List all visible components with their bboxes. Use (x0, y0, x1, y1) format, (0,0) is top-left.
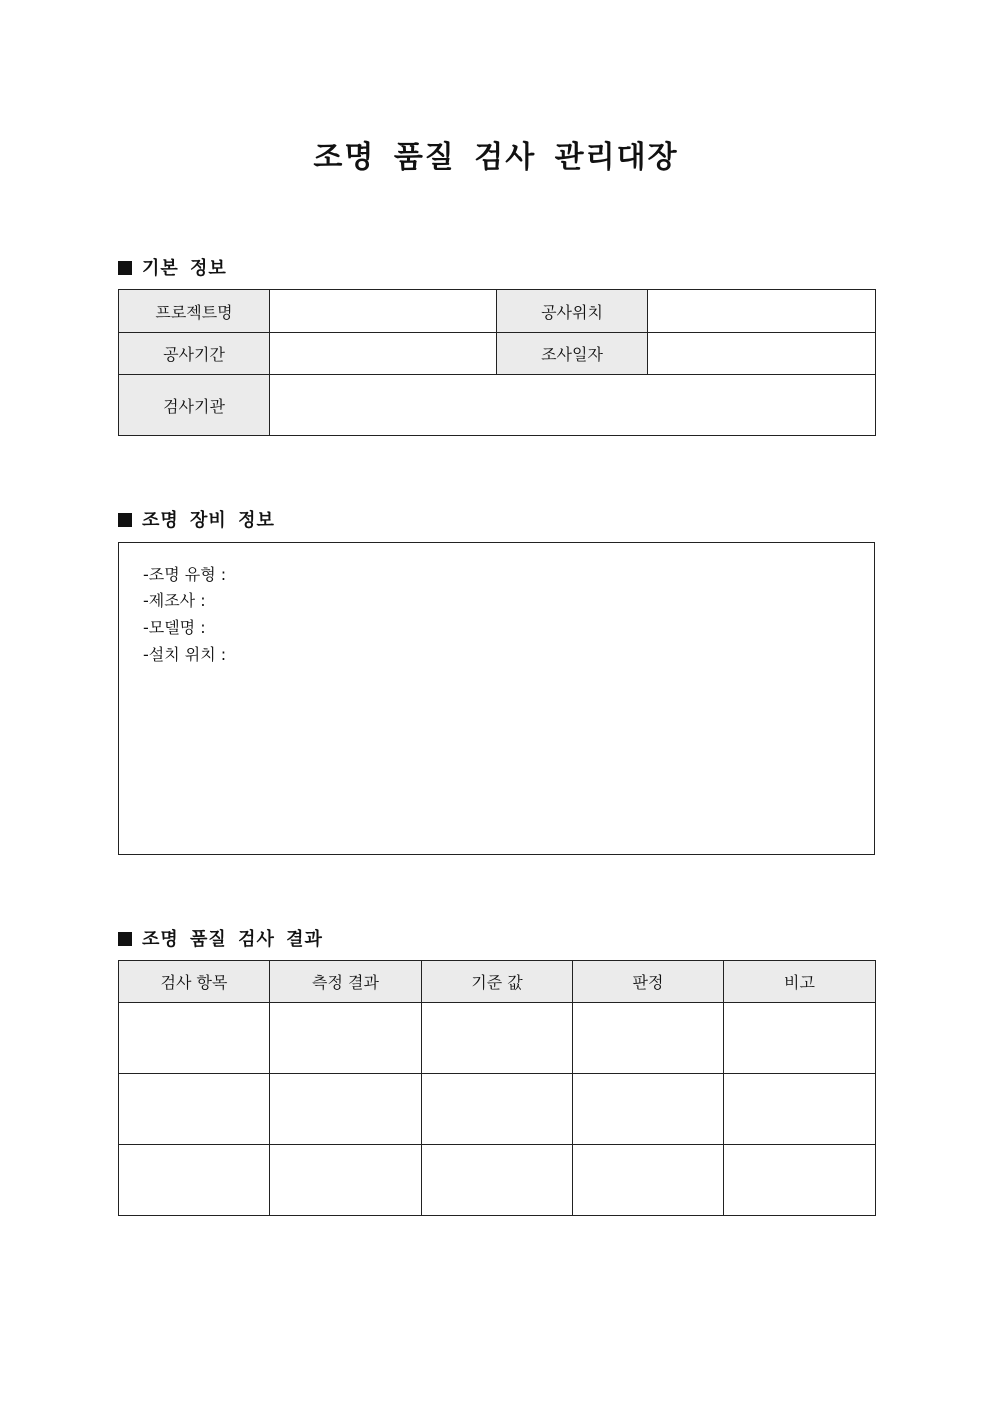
square-bullet-icon (118, 932, 132, 946)
inspector-field[interactable] (270, 375, 876, 436)
equipment-maker-line: -제조사 : (143, 591, 206, 610)
basic-info-table (118, 289, 876, 436)
results-header-item: 검사 항목 (119, 961, 270, 1003)
results-cell[interactable] (422, 1003, 573, 1074)
equipment-type-line: -조명 유형 : (143, 565, 227, 584)
equipment-info-box[interactable] (118, 542, 875, 855)
results-header-remarks: 비고 (724, 961, 876, 1003)
project-name-field[interactable] (270, 290, 497, 333)
results-cell[interactable] (573, 1145, 724, 1216)
page-title: 조명 품질 검사 관리대장 (313, 140, 679, 175)
results-cell[interactable] (724, 1074, 876, 1145)
results-header-measured: 측정 결과 (270, 961, 422, 1003)
table-row (119, 1074, 876, 1145)
square-bullet-icon (118, 261, 132, 275)
results-cell[interactable] (270, 1074, 422, 1145)
site-location-field[interactable] (648, 290, 876, 333)
section-heading-results-label: 조명 품질 검사 결과 (142, 929, 323, 950)
survey-date-label: 조사일자 (497, 333, 648, 375)
inspector-label: 검사기관 (119, 375, 270, 436)
results-table (118, 960, 876, 1216)
project-name-label: 프로젝트명 (119, 290, 270, 333)
equipment-location-line: -설치 위치 : (143, 645, 227, 664)
period-field[interactable] (270, 333, 497, 375)
table-row (119, 1003, 876, 1074)
period-label: 공사기간 (119, 333, 270, 375)
results-cell[interactable] (119, 1074, 270, 1145)
results-cell[interactable] (422, 1074, 573, 1145)
square-bullet-icon (118, 513, 132, 527)
site-location-label: 공사위치 (497, 290, 648, 333)
section-heading-equipment (118, 506, 275, 532)
section-heading-basic (118, 254, 227, 280)
table-row (119, 1145, 876, 1216)
results-cell[interactable] (422, 1145, 573, 1216)
section-heading-equipment-label: 조명 장비 정보 (142, 510, 275, 531)
results-cell[interactable] (119, 1145, 270, 1216)
survey-date-field[interactable] (648, 333, 876, 375)
results-header-verdict: 판정 (573, 961, 724, 1003)
equipment-model-line: -모델명 : (143, 618, 206, 637)
results-cell[interactable] (573, 1074, 724, 1145)
results-cell[interactable] (724, 1145, 876, 1216)
results-cell[interactable] (119, 1003, 270, 1074)
results-cell[interactable] (573, 1003, 724, 1074)
results-cell[interactable] (270, 1003, 422, 1074)
results-cell[interactable] (724, 1003, 876, 1074)
section-heading-results (118, 925, 323, 951)
results-header-standard: 기준 값 (422, 961, 573, 1003)
section-heading-basic-label: 기본 정보 (142, 258, 227, 279)
results-cell[interactable] (270, 1145, 422, 1216)
